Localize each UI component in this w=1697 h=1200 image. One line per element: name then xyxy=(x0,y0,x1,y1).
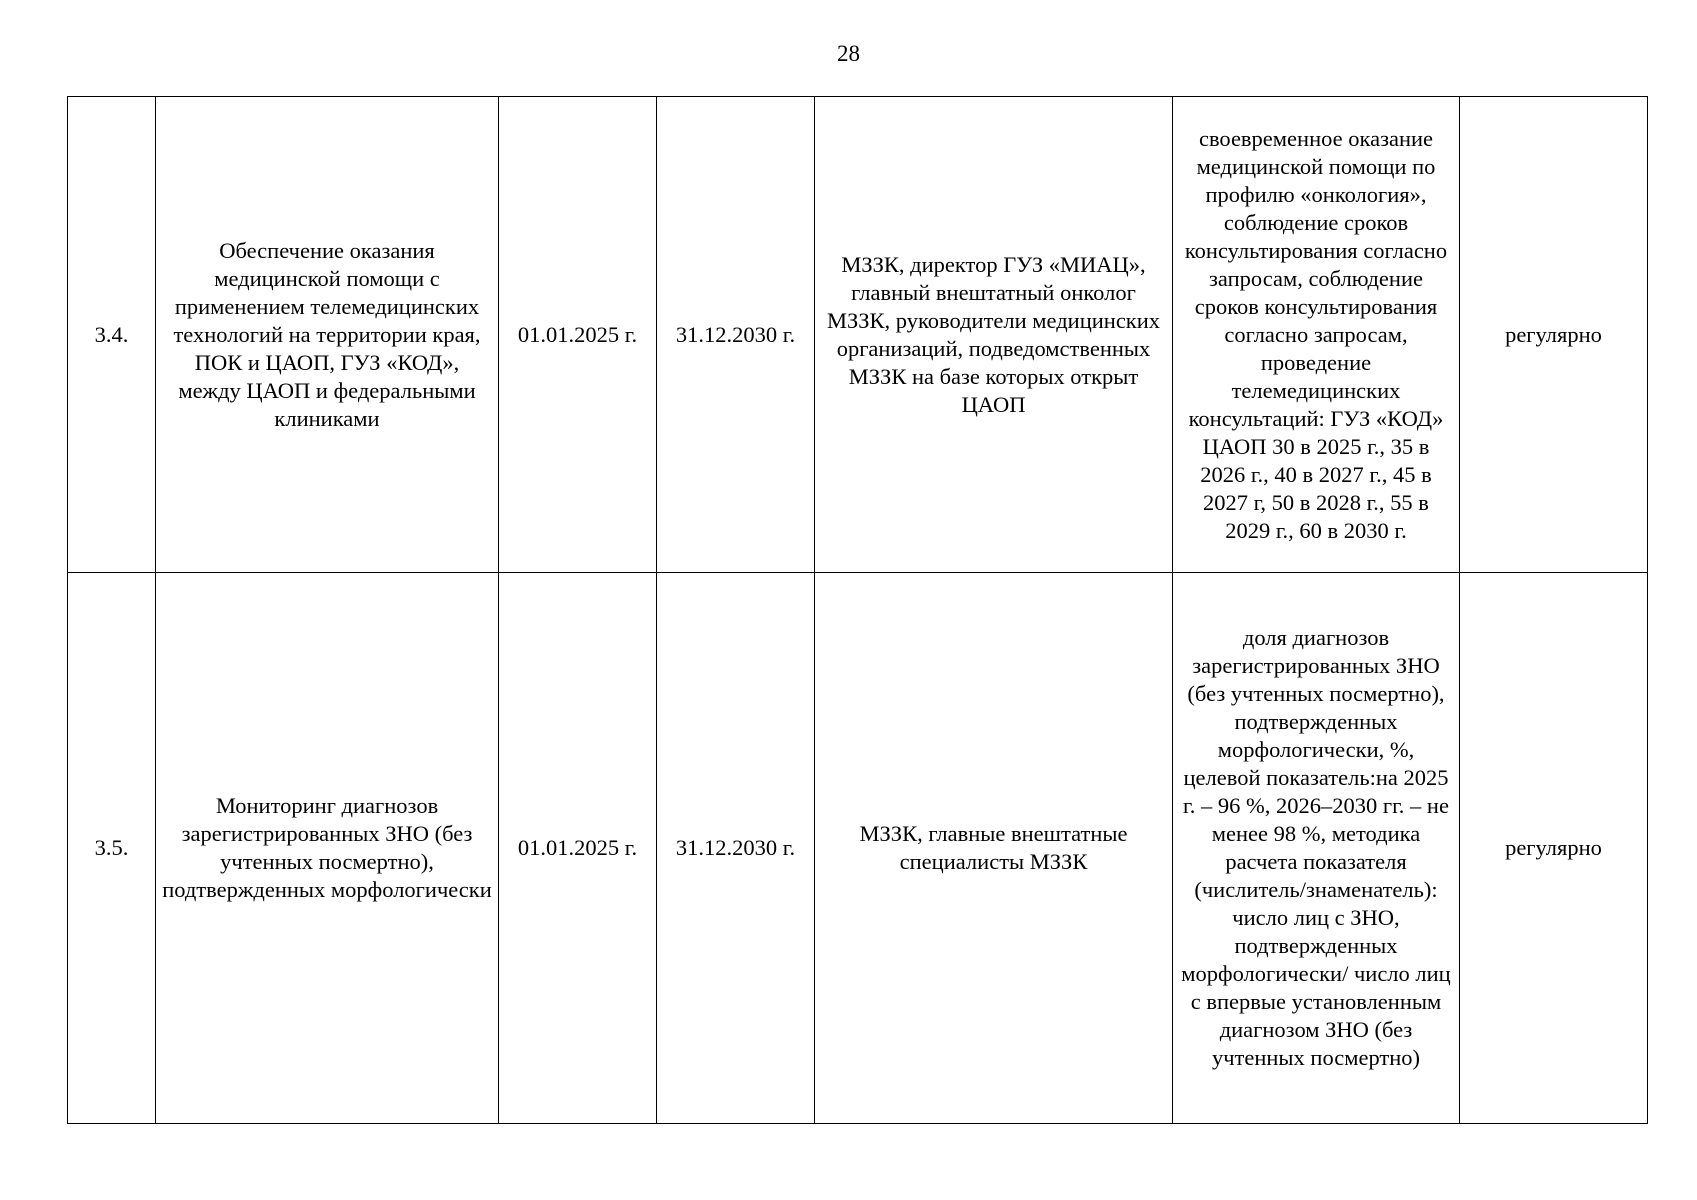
item-number-cell: 3.5. xyxy=(68,573,156,1124)
responsible-cell: МЗЗК, директор ГУЗ «МИАЦ», главный внештатный онколог МЗЗК, руководители медицинских организаций, подведомственных МЗЗК на базе которых открыт ЦАОП xyxy=(815,97,1173,573)
start-date-cell: 01.01.2025 г. xyxy=(499,97,657,573)
end-date-cell: 31.12.2030 г. xyxy=(657,97,815,573)
activity-cell: Мониторинг диагнозов зарегистрированных ЗНО (без учтенных посмертно), подтвержденных морфологически xyxy=(156,573,499,1124)
item-number-cell: 3.4. xyxy=(68,97,156,573)
frequency-cell: регулярно xyxy=(1460,573,1648,1124)
table-row xyxy=(68,573,1648,1124)
activities-table xyxy=(67,96,1648,1124)
page-number: 28 xyxy=(837,41,860,66)
result-cell: своевременное оказание медицинской помощи по профилю «онкология», соблюдение сроков консультирования согласно запросам, соблюдение сроков консультирования согласно запросам, проведение телемедицинских консультаций: ГУЗ «КОД» ЦАОП 30 в 2025 г., 35 в 2026 г., 40 в 2027 г., 45 в 2027 г, 50 в 2028 г., 55 в 2029 г., 60 в 2030 г. xyxy=(1173,97,1460,573)
start-date-cell: 01.01.2025 г. xyxy=(499,573,657,1124)
responsible-cell: МЗЗК, главные внештатные специалисты МЗЗК xyxy=(815,573,1173,1124)
activity-cell: Обеспечение оказания медицинской помощи с применением телемедицинских технологий на территории края, ПОК и ЦАОП, ГУЗ «КОД», между ЦАОП и федеральными клиниками xyxy=(156,97,499,573)
frequency-cell: регулярно xyxy=(1460,97,1648,573)
table-row xyxy=(68,97,1648,573)
end-date-cell: 31.12.2030 г. xyxy=(657,573,815,1124)
result-cell: доля диагнозов зарегистрированных ЗНО (без учтенных посмертно), подтвержденных морфологически, %, целевой показатель:на 2025 г. – 96 %, 2026–2030 гг. – не менее 98 %, методика расчета показателя (числитель/знаменатель): число лиц с ЗНО, подтвержденных морфологически/ число лиц с впервые установленным диагнозом ЗНО (без учтенных посмертно) xyxy=(1173,573,1460,1124)
